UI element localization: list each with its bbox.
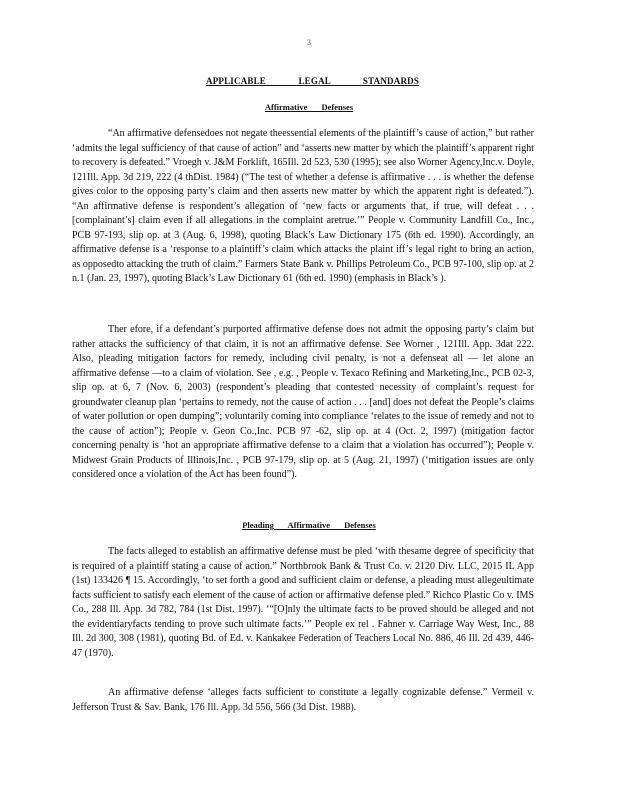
section-heading-affirmative-defenses: Affirmative Defenses xyxy=(264,102,354,112)
paragraph-legally-cognizable-defense: An affirmative defense ‘alleges facts sufficient to constitute a legally cognizable defense.” Vermeil v. Jefferson Trust & Sav. Bank, 176 Ill. App. 3d 556, 566 (3d Dist. 1988). xyxy=(72,687,534,713)
paragraph-mitigation-not-defense: Ther efore, if a defendant’s purported affirmative defense does not admit the opposing party’s claim but rather attacks the sufficiency of that claim, it is not an affirmative defense. See Worner , 121Ill. App. 3dat 222. Also, pleading mitigation factors for remedy, including civil penalty, is not a defenseat all — let alone an affirmative defense —to a claim of violation. See , e.g. , People v. Texaco Refining and Marketing,Inc., PCB 02-3, slip op. at 6, 7 (Nov. 6, 2003) (respondent’s pleading that contested necessity of complaint’s request for groundwater cleanup plan ‘pertains to remedy, not the cause of action . . . [and] does not defeat the People’s claims of water pollution or open dumping”; voluntarily coming into compliance ‘relates to the issue of remedy and not to the cause of action”); People v. Geon Co.,Inc. PCB 97 -62, slip op. at 4 (Oct. 2, 1997) (mitigation factor concerning penalty is ‘hot an appropriate affirmative defense to a claim that a violation has occurred”); People v. Midwest Grain Products of Illinois,Inc. , PCB 97-179, slip op. at 5 (Aug. 21, 1997) (‘mitigation issues are only considered once a violation of the Act has been found”). xyxy=(72,324,534,480)
paragraph-affirmative-defense-definition: “An affirmative defensedoes not negate theessential elements of the plaintiff’s cause of action,” but rather ‘admits the legal sufficiency of that cause of action” and ‘asserts new matter by which the plaintiff’s apparent right to recovery is defeated.” Vroegh v. J&M Forklift, 165Ill. 2d 523, 530 (1995); see also Worner Agency,Inc.v. Doyle, 121Ill. App. 3d 219, 222 (4 thDist. 1984) (“The test of whether a defense is affirmative . . . is whether the defense gives color to the opposing party’s claim and then asserts new matter by which the apparent right is defeated.”). “An affirmative defense is respondent’s allegation of ‘new facts or arguments that, if true, will defeat . . . [complainant’s] claim even if all allegations in the complaint aretrue.’” People v. Community Landfill Co., Inc., PCB 97-193, slip op. at 3 (Aug. 6, 1998), quoting Black’s Law Dictionary 175 (6th ed. 1990). Accordingly, an affirmative defense is a ‘response to a plaintiff’s claim which attacks the plaint iff’s legal right to bring an action, as opposedto attacking the truth of claim.” Farmers State Bank v. Phillips Petroleum Co., PCB 97-100, slip op. at 2 n.1 (Jan. 23, 1997), quoting Black’s Law Dictionary 61 (6th ed. 1990) (emphasis in Black’s ). xyxy=(72,128,534,284)
main-heading: APPLICABLE LEGAL STANDARDS xyxy=(206,76,420,86)
section-heading-pleading-affirmative-defenses: Pleading Affirmative Defenses xyxy=(242,520,376,530)
page-number: 3 xyxy=(307,38,311,47)
paragraph-pleading-specificity: The facts alleged to establish an affirmative defense must be pled ‘with thesame degree of specificity that is required of a plaintiff stating a cause of action.” Northbrook Bank & Trust Co. v. 2120 Div. LLC, 2015 IL App (1st) 133426 ¶ 15. Accordingly, ‘to set forth a good and sufficient claim or defense, a pleading must allegeultimate facts sufficient to satisfy each element of the cause of action or affirmative defense pled.” Richco Plastic Co v. IMS Co., 288 Ill. App. 3d 782, 784 (1st Dist. 1997). ‘“[O]nly the ultimate facts to be proved should be alleged and not the evidentiaryfacts tending to prove such ultimate facts.’” People ex rel . Fahner v. Carriage Way West, Inc., 88 Ill. 2d 300, 308 (1981), quoting Bd. of Ed. v. Kankakee Federation of Teachers Local No. 886, 46 Ill. 2d 439, 446- 47 (1970). xyxy=(72,546,534,659)
